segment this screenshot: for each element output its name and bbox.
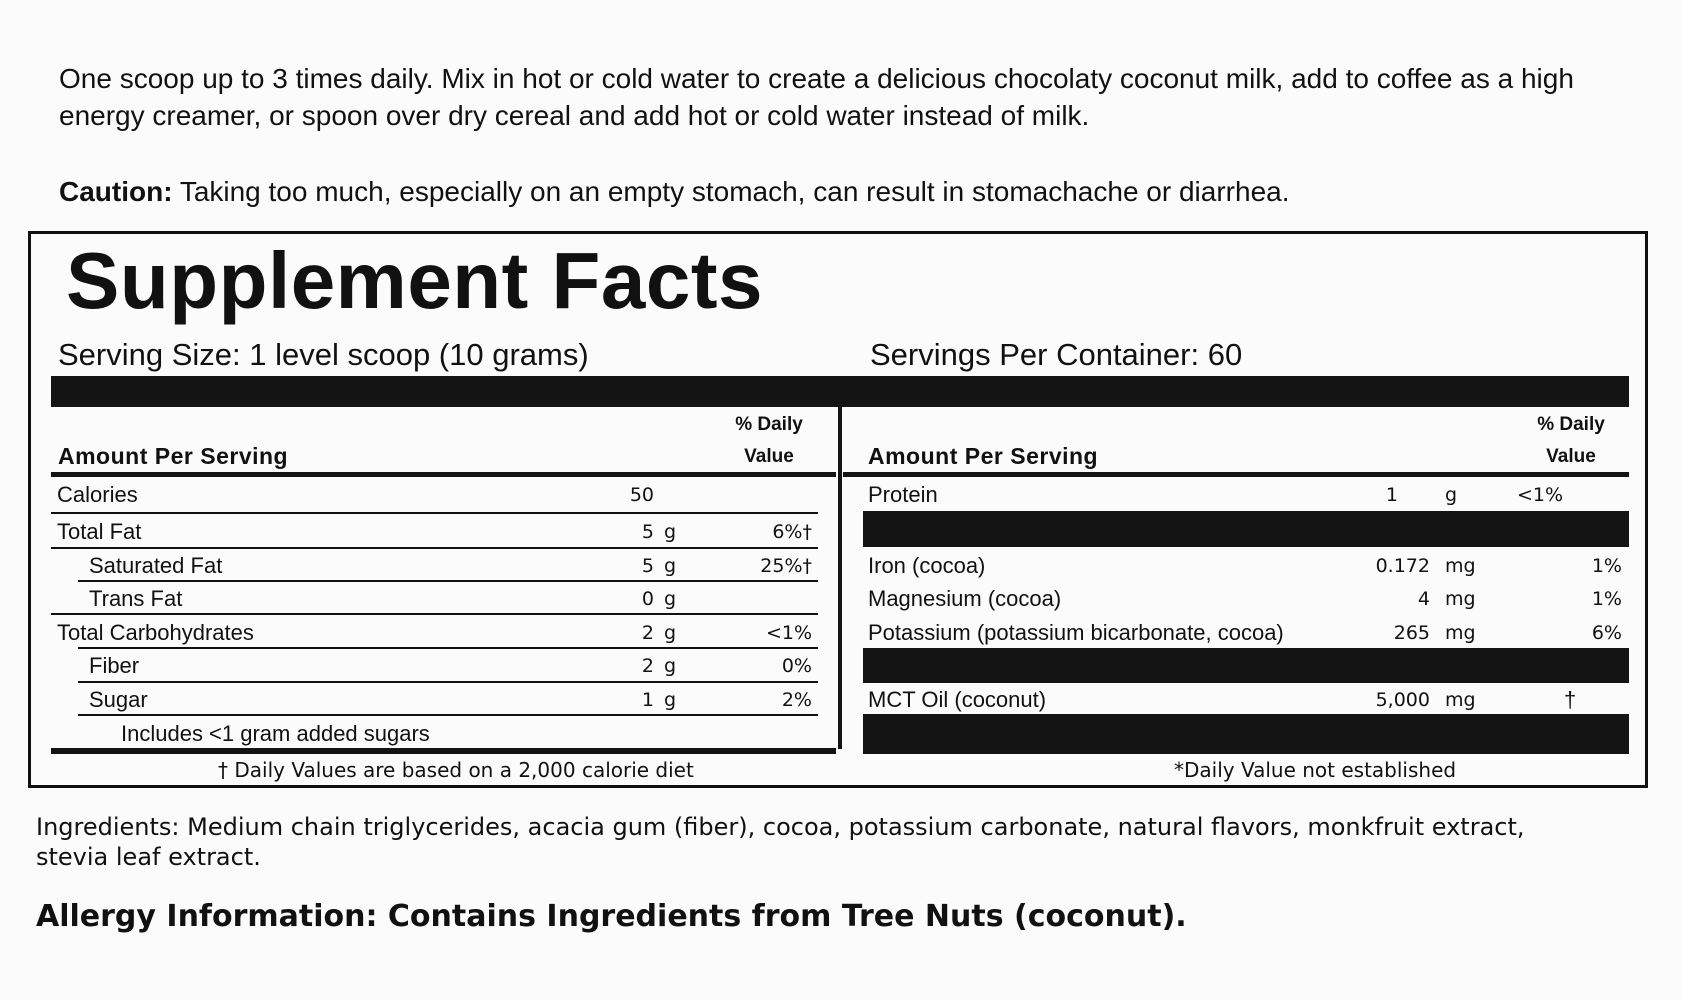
total-fat-unit: g	[664, 521, 677, 543]
row-rule	[51, 547, 818, 549]
row-rule	[78, 681, 818, 683]
top-rule	[51, 376, 1629, 407]
mct-oil-dv: †	[1564, 687, 1577, 712]
carbs-amount: 2	[641, 622, 654, 644]
nutrient-mct-oil: MCT Oil (coconut)	[868, 687, 1047, 712]
trans-fat-unit: g	[664, 588, 677, 610]
black-bar	[863, 648, 1629, 683]
row-rule	[78, 580, 818, 582]
footnote-daily-values: † Daily Values are based on a 2,000 calorie diet	[218, 758, 694, 782]
iron-amount: 0.172	[1375, 555, 1430, 577]
fiber-amount: 2	[641, 655, 654, 677]
nutrient-magnesium: Magnesium (cocoa)	[868, 586, 1062, 611]
carbs-unit: g	[664, 622, 677, 644]
caution-body: Taking too much, especially on an empty stomach, can result in stomachache or diarrhea.	[179, 176, 1290, 207]
nutrient-added-sugars: Includes <1 gram added sugars	[121, 721, 430, 746]
nutrient-saturated-fat: Saturated Fat	[89, 553, 223, 578]
total-fat-amount: 5	[641, 521, 654, 543]
calories-amount: 50	[629, 484, 654, 506]
protein-amount: 1	[1385, 484, 1398, 506]
row-rule	[51, 613, 818, 615]
row-rule	[78, 714, 818, 716]
left-amount-header: Amount Per Serving	[58, 443, 289, 469]
mct-oil-unit: mg	[1445, 689, 1476, 711]
magnesium-dv: 1%	[1591, 588, 1622, 610]
directions-text: One scoop up to 3 times daily. Mix in hot or cold water to create a delicious chocolaty coconut milk, add to coffee as a high energy creamer, or spoon over dry cereal and add hot or cold water instead of milk.	[59, 63, 1574, 131]
saturated-fat-unit: g	[664, 555, 677, 577]
nutrient-fiber: Fiber	[89, 653, 140, 678]
potassium-unit: mg	[1445, 622, 1476, 644]
carbs-dv: <1%	[765, 622, 812, 644]
trans-fat-amount: 0	[641, 588, 654, 610]
iron-dv: 1%	[1591, 555, 1622, 577]
saturated-fat-dv: 25%†	[760, 555, 812, 577]
nutrient-calories: Calories	[57, 482, 138, 507]
servings-per-container: Servings Per Container: 60	[870, 337, 1243, 372]
allergy-information: Allergy Information: Contains Ingredients from Tree Nuts (coconut).	[36, 899, 1187, 934]
iron-unit: mg	[1445, 555, 1476, 577]
magnesium-amount: 4	[1417, 588, 1430, 610]
left-dv-header-2: Value	[744, 446, 794, 467]
ingredients-text: Ingredients: Medium chain triglycerides, acacia gum (fiber), cocoa, potassium carbonate, natural flavors, monkfruit extract, stevia leaf extract.	[36, 813, 1525, 871]
left-dv-header-1: % Daily	[735, 414, 803, 435]
bottom-rule-left	[51, 748, 836, 754]
saturated-fat-amount: 5	[641, 555, 654, 577]
right-dv-header-2: Value	[1546, 446, 1596, 467]
nutrient-total-carbohydrates: Total Carbohydrates	[57, 620, 254, 645]
nutrient-total-fat: Total Fat	[57, 519, 142, 544]
fiber-unit: g	[664, 655, 677, 677]
right-dv-header-1: % Daily	[1537, 414, 1605, 435]
caution-label: Caution:	[59, 176, 173, 207]
row-rule	[78, 647, 818, 649]
mct-oil-amount: 5,000	[1375, 689, 1430, 711]
magnesium-unit: mg	[1445, 588, 1476, 610]
facts-title: Supplement Facts	[66, 236, 764, 325]
protein-dv: <1%	[1517, 484, 1564, 506]
sugar-dv: 2%	[781, 689, 812, 711]
row-rule	[51, 512, 818, 514]
right-header-rule	[843, 472, 1629, 477]
nutrient-iron: Iron (cocoa)	[868, 553, 986, 578]
footnote-not-established: *Daily Value not established	[1174, 758, 1457, 782]
sugar-amount: 1	[641, 689, 654, 711]
potassium-dv: 6%	[1591, 622, 1622, 644]
total-fat-dv: 6%†	[772, 521, 812, 543]
column-divider	[838, 407, 842, 749]
serving-size: Serving Size: 1 level scoop (10 grams)	[58, 337, 589, 372]
nutrient-protein: Protein	[868, 482, 938, 507]
sugar-unit: g	[664, 689, 677, 711]
protein-unit: g	[1445, 484, 1458, 506]
left-header-rule	[51, 472, 836, 477]
black-bar	[863, 714, 1629, 754]
nutrient-trans-fat: Trans Fat	[89, 586, 183, 611]
potassium-amount: 265	[1393, 622, 1430, 644]
right-amount-header: Amount Per Serving	[868, 443, 1099, 469]
nutrient-potassium: Potassium (potassium bicarbonate, cocoa)	[868, 620, 1284, 645]
black-bar	[863, 511, 1629, 547]
fiber-dv: 0%	[781, 655, 812, 677]
caution-text	[59, 173, 1290, 210]
nutrient-sugar: Sugar	[89, 687, 148, 712]
